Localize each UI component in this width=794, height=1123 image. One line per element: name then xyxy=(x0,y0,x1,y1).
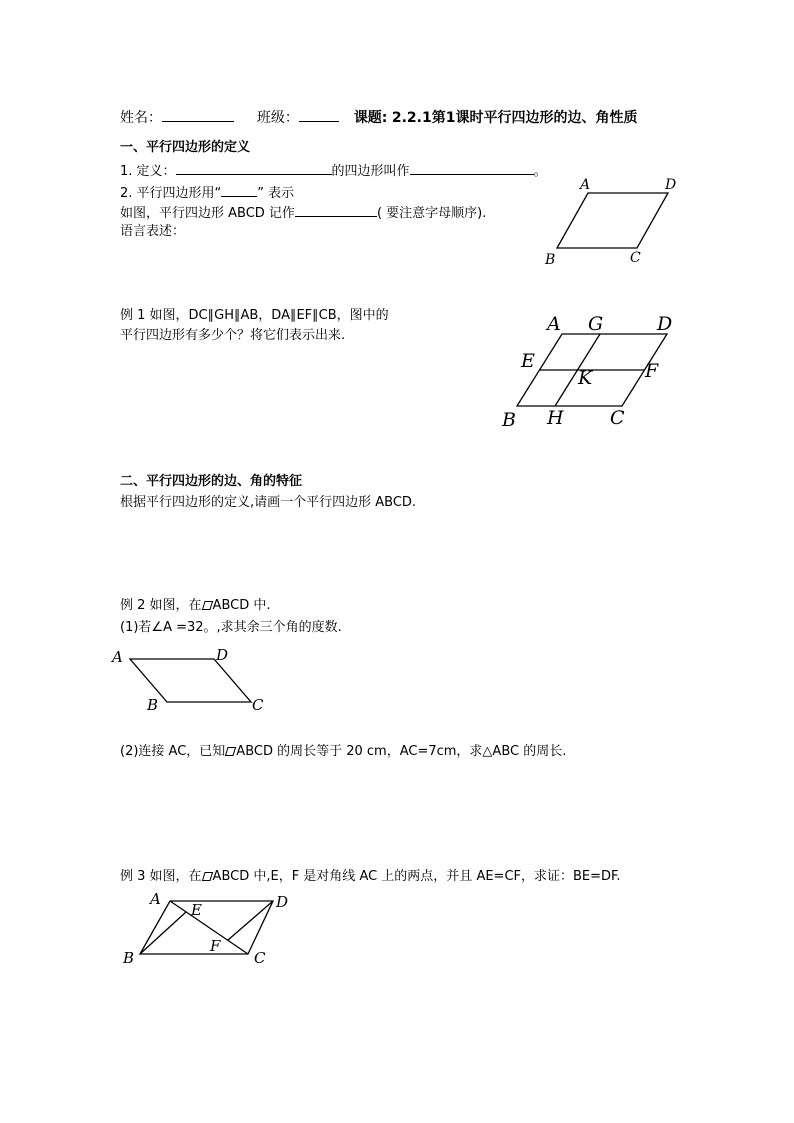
class-label: 班级： xyxy=(256,110,299,126)
example1-line2: 平行四边形有多少个？将它们表示出来. xyxy=(120,328,346,343)
section1-title: 一、平行四边形的定义 xyxy=(120,140,251,155)
label-A: A xyxy=(580,177,591,193)
definition-end: 。 xyxy=(533,164,547,179)
topic-text: 2.2.1第1课时平行四边形的边、角性质 xyxy=(391,110,638,126)
topic-label: 课题: xyxy=(353,110,388,126)
example2-q2-b: ABCD 的周长等于 20 cm，AC=7cm，求△ABC 的周长. xyxy=(236,744,567,759)
figure-parallelogram-1 xyxy=(540,172,690,272)
segment-BE xyxy=(140,912,186,954)
denote-prefix: 如图，平行四边形 ABCD 记作 xyxy=(120,206,295,221)
example2-line1 xyxy=(120,598,270,614)
parallelogram-abcd xyxy=(557,193,668,248)
segment-DF xyxy=(228,901,273,940)
example2-q2-a: (2)连接 AC，已知 xyxy=(120,744,226,759)
denote-suffix: ( 要注意字母顺序). xyxy=(376,206,487,221)
figure-example3 xyxy=(118,888,298,973)
definition-blank-1[interactable] xyxy=(176,162,332,175)
language-statement: 语言表述： xyxy=(120,224,186,239)
example2-q2 xyxy=(120,744,566,760)
label-C: C xyxy=(252,696,264,714)
label-B: B xyxy=(147,696,159,714)
label-H: H xyxy=(547,407,564,429)
notation-blank[interactable] xyxy=(221,184,257,197)
label-E: E xyxy=(191,901,202,919)
example3-line1-a: 例 3 如图，在 xyxy=(120,869,202,884)
class-blank[interactable] xyxy=(299,109,339,122)
label-D: D xyxy=(657,313,673,335)
notation-prefix: 2. 平行四边形用“ xyxy=(120,186,222,201)
parallelogram-symbol xyxy=(225,745,236,754)
label-F: F xyxy=(645,360,659,382)
label-B: B xyxy=(123,949,135,967)
definition-line xyxy=(120,162,547,180)
label-F: F xyxy=(210,937,221,955)
example2-q1: (1)若∠A =32。,求其余三个角的度数. xyxy=(120,620,342,635)
label-G: G xyxy=(588,313,604,335)
figure-example2 xyxy=(108,642,278,722)
example3-line1-b: ABCD 中,E，F 是对角线 AC 上的两点，并且 AE=CF，求证：BE=DF. xyxy=(212,869,621,884)
label-D: D xyxy=(216,646,229,664)
section2-title: 二、平行四边形的边、角的特征 xyxy=(120,474,303,489)
label-D: D xyxy=(276,893,289,911)
notation-suffix: ” 表示 xyxy=(257,186,295,201)
definition-mid: 的四边形叫作 xyxy=(331,164,410,179)
label-E: E xyxy=(521,350,535,372)
example3-line1 xyxy=(120,869,621,885)
parallelogram-symbol xyxy=(202,599,213,608)
label-A: A xyxy=(112,648,123,666)
name-label: 姓名： xyxy=(120,110,162,126)
label-B: B xyxy=(502,409,516,431)
example2-line1-a: 例 2 如图，在 xyxy=(120,598,202,613)
notation-line xyxy=(120,184,294,202)
label-D: D xyxy=(665,177,677,193)
label-K: K xyxy=(578,367,593,389)
parallelogram-symbol xyxy=(202,870,213,879)
denote-line xyxy=(120,204,486,222)
section2-text: 根据平行四边形的定义,请画一个平行四边形 ABCD. xyxy=(120,495,417,510)
label-C: C xyxy=(610,407,625,429)
label-C: C xyxy=(630,250,641,266)
label-A: A xyxy=(150,890,161,908)
parallelogram-abcd xyxy=(140,901,273,954)
definition-blank-2[interactable] xyxy=(410,162,534,175)
label-A: A xyxy=(547,313,561,335)
diagonal-AC xyxy=(170,901,248,954)
label-B: B xyxy=(545,252,556,268)
example1-line1: 例 1 如图，DC∥GH∥AB，DA∥EF∥CB，图中的 xyxy=(120,308,389,323)
header-line xyxy=(120,109,637,126)
denote-blank[interactable] xyxy=(295,204,377,217)
example2-line1-b: ABCD 中. xyxy=(212,598,271,613)
figure-example1 xyxy=(495,310,695,435)
label-C: C xyxy=(254,949,266,967)
name-blank[interactable] xyxy=(162,109,234,122)
definition-prefix: 1. 定义： xyxy=(120,164,176,179)
